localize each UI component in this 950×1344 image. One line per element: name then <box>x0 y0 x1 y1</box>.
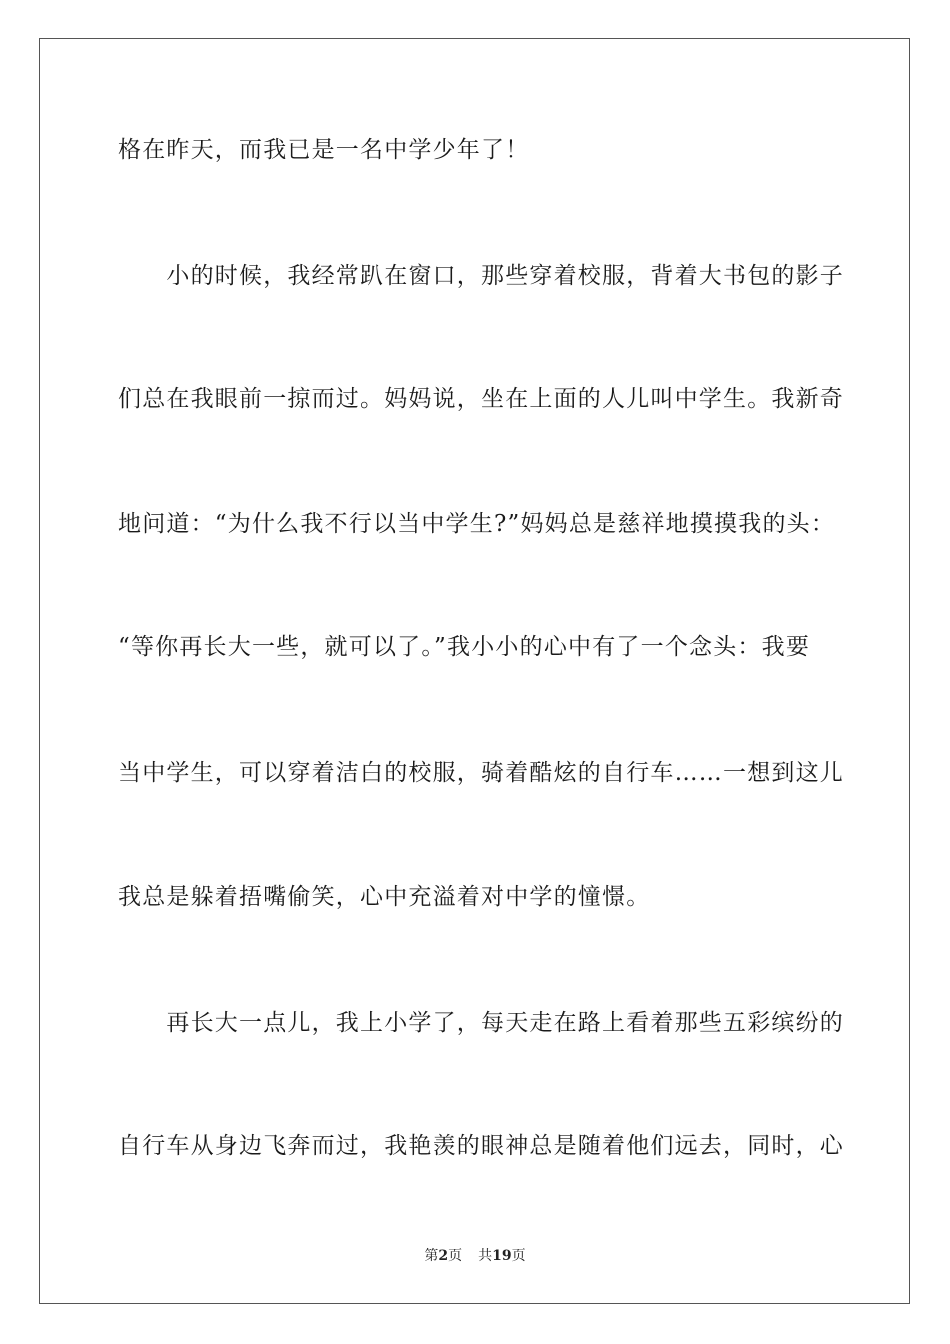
page-suffix: 页 <box>448 1248 463 1264</box>
text-line-9: 自行车从身边飞奔而过，我艳羡的眼神总是随着他们远去，同时，心 <box>118 1133 844 1159</box>
total-pages: 19 <box>492 1248 512 1264</box>
page-frame <box>39 38 910 1304</box>
page-number: 2 <box>438 1248 449 1264</box>
page-prefix: 第 <box>424 1248 439 1264</box>
text-line-5: “等你再长大一些，就可以了。”我小小的心中有了一个念头：我要 <box>118 634 811 660</box>
text-line-1: 格在昨天，而我已是一名中学少年了！ <box>118 137 530 163</box>
total-suffix: 页 <box>511 1248 526 1264</box>
text-line-8: 再长大一点儿，我上小学了，每天走在路上看着那些五彩缤纷的 <box>118 1010 844 1036</box>
text-line-3: 们总在我眼前一掠而过。妈妈说，坐在上面的人儿叫中学生。我新奇 <box>118 386 844 412</box>
text-line-2: 小的时候，我经常趴在窗口，那些穿着校服，背着大书包的影子 <box>118 263 844 289</box>
total-prefix: 共 <box>478 1248 493 1264</box>
text-line-4: 地问道：“为什么我不行以当中学生?”妈妈总是慈祥地摸摸我的头： <box>118 511 836 537</box>
text-line-6: 当中学生，可以穿着洁白的校服，骑着酷炫的自行车……一想到这儿 <box>118 760 844 786</box>
text-line-7: 我总是躲着捂嘴偷笑，心中充溢着对中学的憧憬。 <box>118 884 651 910</box>
page-footer <box>0 1247 950 1265</box>
